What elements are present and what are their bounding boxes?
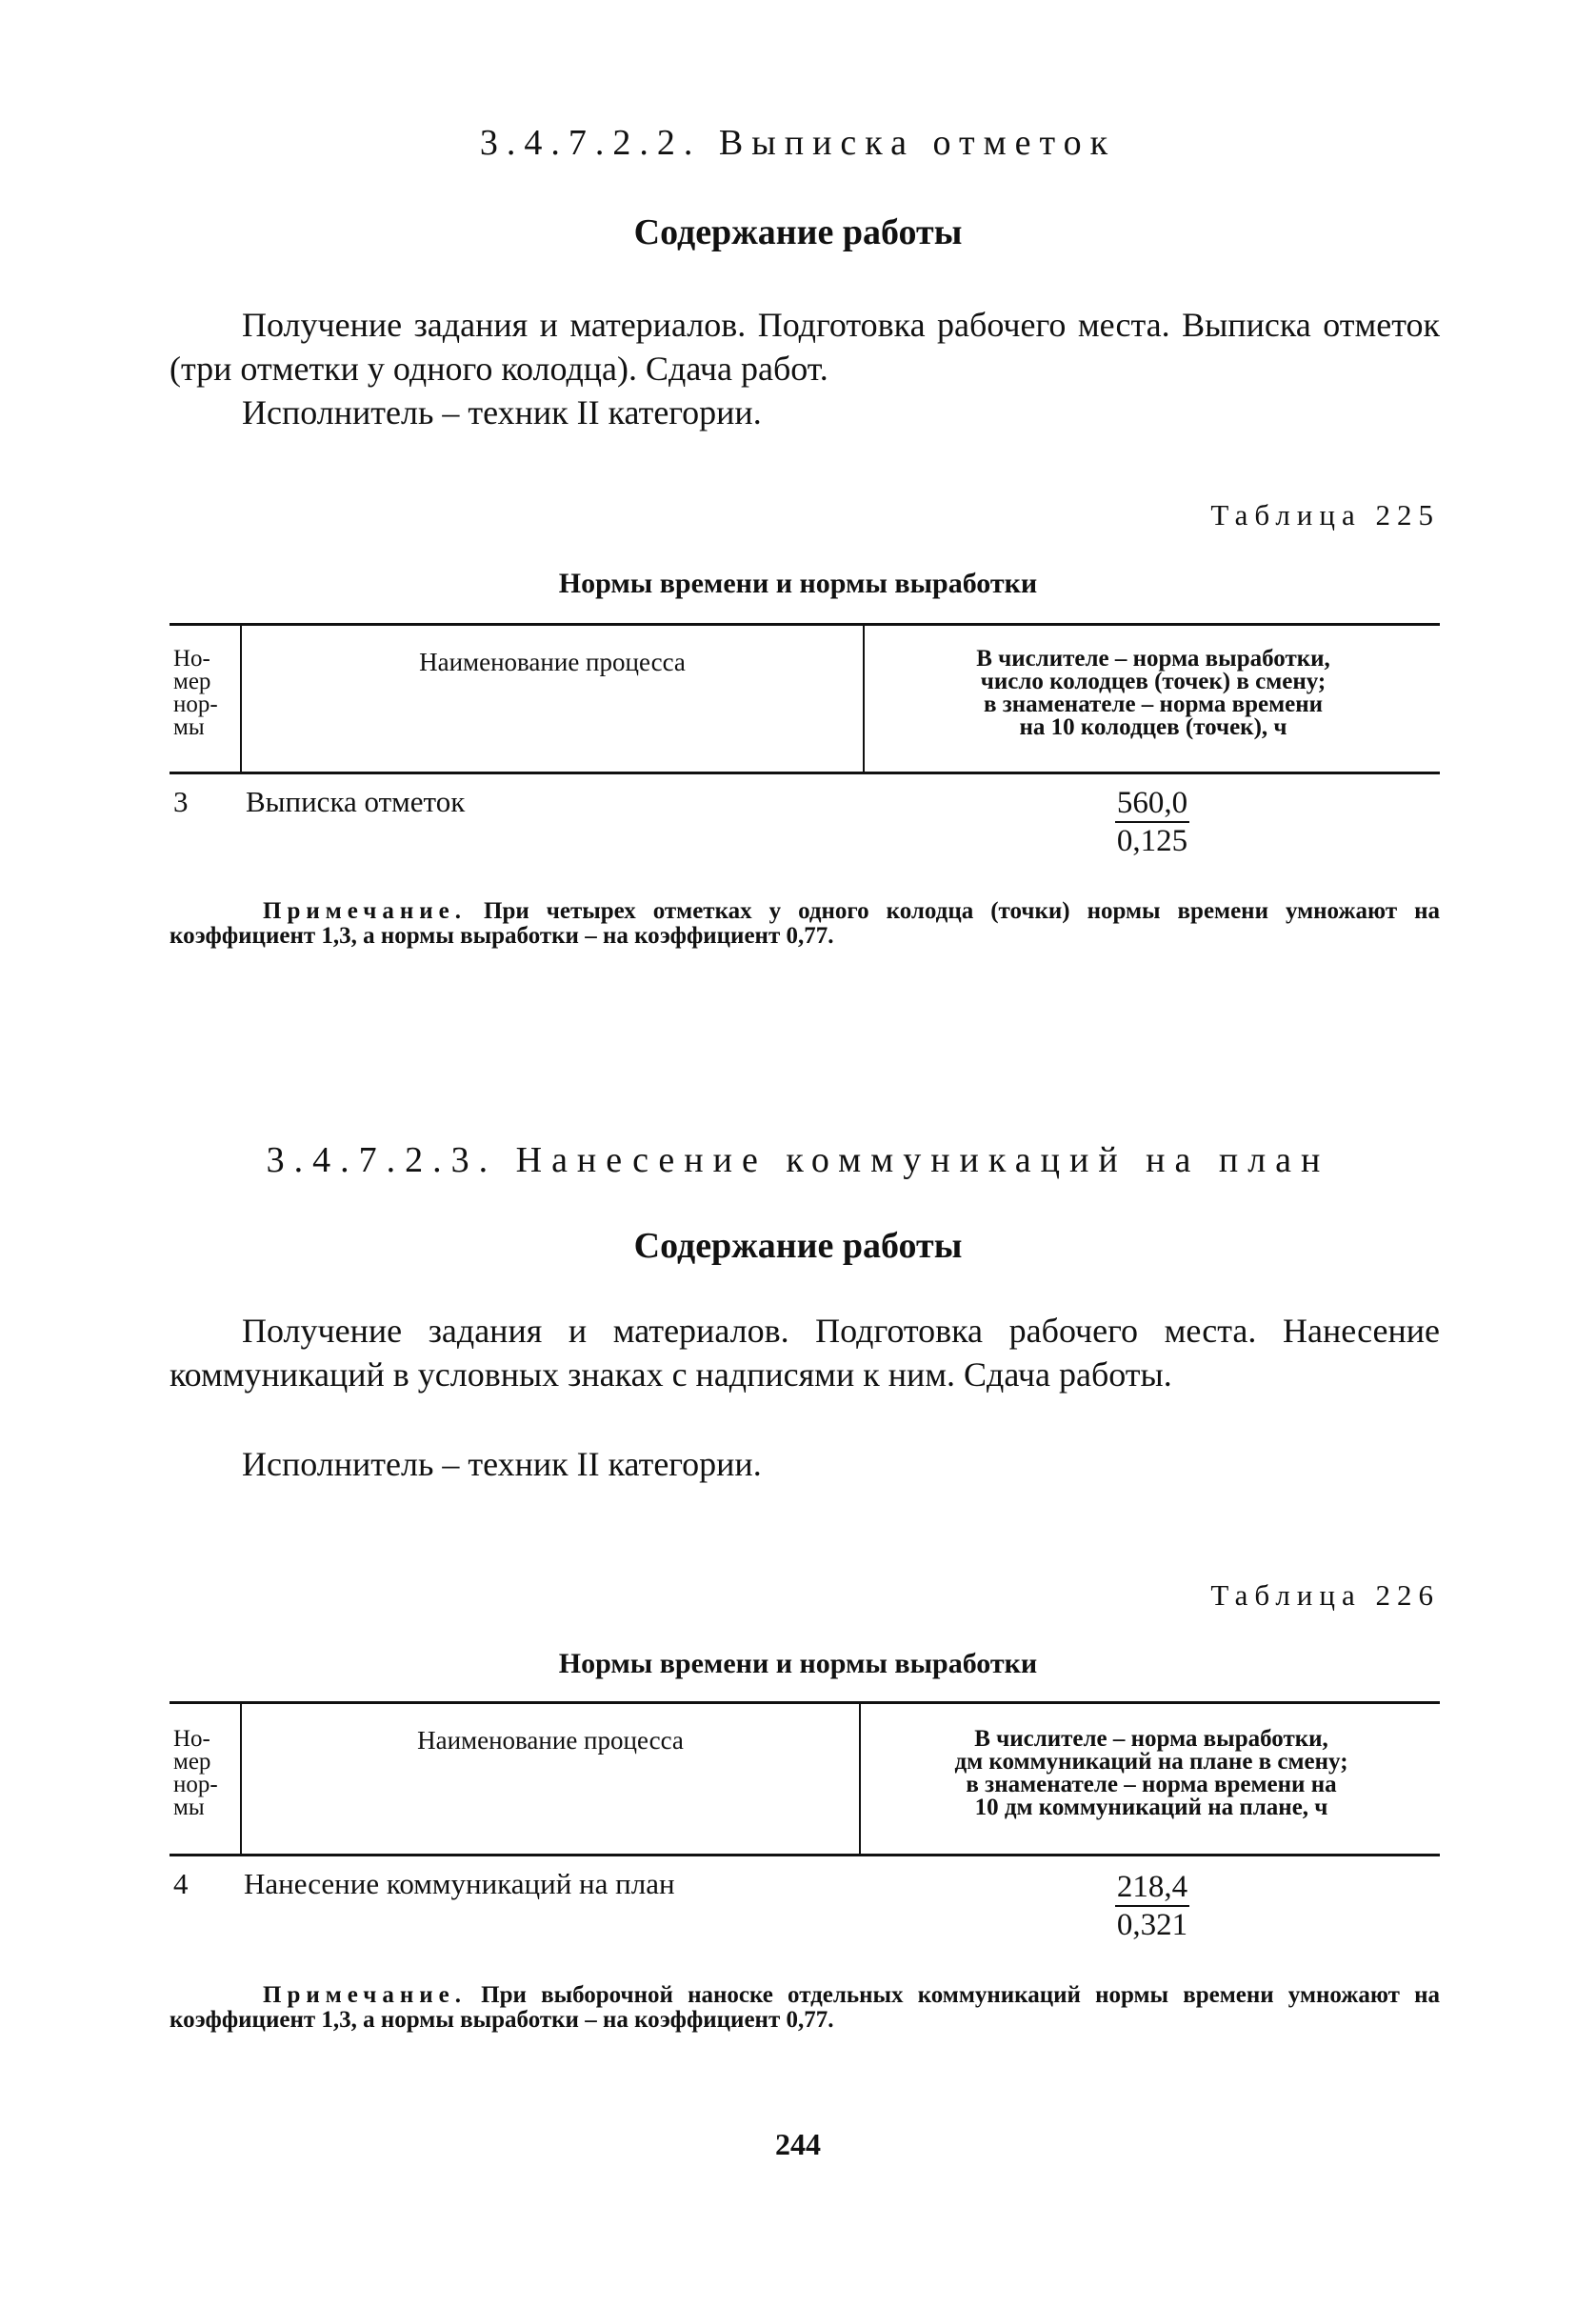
header-line: мы	[173, 1795, 205, 1820]
header-norm-col	[867, 648, 1440, 739]
section-title-1: 3.4.7.2.2. Выписка отметок	[479, 123, 1117, 163]
note-text: При выборочной наноске отдельных коммуникаций нормы времени умножают на коэффициент 1,3, а нормы выработки – на коэффициент 0,77.	[170, 1982, 1441, 2033]
header-line: нор-	[173, 1772, 218, 1797]
note-label: Примечание.	[263, 1982, 468, 2008]
column-divider	[859, 1703, 861, 1854]
header-line: мер	[173, 669, 211, 694]
table-note-225	[170, 899, 1440, 949]
page-number: 244	[775, 2127, 821, 2161]
fraction-denominator: 0,125	[1116, 824, 1188, 858]
row-norm-fraction	[1028, 785, 1276, 859]
header-line: 10 дм коммуникаций на плане, ч	[974, 1795, 1328, 1820]
table-note-226	[170, 1983, 1440, 2033]
work-content-paragraph-2	[170, 1309, 1440, 1396]
column-divider	[863, 625, 865, 772]
work-content-paragraph-1	[170, 303, 1440, 391]
table-label-225: Таблица 225	[1210, 498, 1440, 532]
note-label: Примечание.	[263, 898, 468, 924]
fraction-denominator: 0,321	[1116, 1908, 1188, 1942]
header-line: дм коммуникаций на плане в смену;	[954, 1749, 1348, 1775]
header-line: Но-	[173, 1726, 210, 1752]
header-line: число колодцев (точек) в смену;	[980, 669, 1327, 694]
header-line: на 10 колодцев (точек), ч	[1019, 714, 1287, 740]
row-number: 4	[173, 1867, 189, 1900]
header-line: В числителе – норма выработки,	[976, 646, 1330, 672]
header-line: мы	[173, 714, 205, 740]
header-line: в знаменателе – норма времени на	[966, 1772, 1337, 1797]
table-caption-225: Нормы времени и нормы выработки	[558, 568, 1038, 599]
header-line: в знаменателе – норма времени	[983, 692, 1324, 717]
header-process-name: Наименование процесса	[417, 1726, 684, 1755]
header-line: нор-	[173, 692, 218, 717]
note-text: При четырех отметках у одного колодца (точки) нормы времени умножают на коэффициент 1,3, а нормы выработки – на коэффициент 0,77.	[170, 898, 1441, 949]
paragraph-text-2: Получение задания и материалов. Подготовка рабочего места. Нанесение коммуникаций в условных знаках с надписями к ним. Сдача работы.	[170, 1312, 1440, 1394]
header-line: Но-	[173, 646, 210, 672]
fraction-numerator: 560,0	[1115, 785, 1189, 823]
table-label-226: Таблица 226	[1210, 1578, 1440, 1612]
table-header-rule	[170, 1854, 1440, 1856]
header-norm-col	[863, 1728, 1440, 1819]
table-header-rule	[170, 772, 1440, 774]
row-process-name: Выписка отметок	[246, 785, 466, 818]
paragraph-text-1: Получение задания и материалов. Подготовка рабочего места. Выписка отметок (три отметки у одного колодца). Сдача работ.	[170, 306, 1440, 388]
executor-line-2: Исполнитель – техник II категории.	[242, 1445, 762, 1483]
row-process-name: Нанесение коммуникаций на план	[244, 1867, 675, 1900]
header-process-name: Наименование процесса	[419, 648, 686, 676]
section-title-2: 3.4.7.2.3. Нанесение коммуникаций на план	[266, 1140, 1330, 1180]
column-divider	[240, 625, 242, 772]
table-caption-226: Нормы времени и нормы выработки	[558, 1648, 1038, 1679]
table-top-rule	[170, 623, 1440, 626]
fraction-numerator: 218,4	[1115, 1869, 1189, 1907]
header-line: мер	[173, 1749, 211, 1775]
work-content-heading-2: Содержание работы	[633, 1226, 963, 1266]
header-number-col	[173, 648, 240, 739]
column-divider	[240, 1703, 242, 1854]
table-top-rule	[170, 1701, 1440, 1704]
header-line: В числителе – норма выработки,	[974, 1726, 1328, 1752]
header-number-col	[173, 1728, 240, 1819]
row-norm-fraction	[1028, 1869, 1276, 1943]
executor-line-1: Исполнитель – техник II категории.	[242, 393, 762, 431]
work-content-heading-1: Содержание работы	[633, 212, 963, 252]
row-number: 3	[173, 785, 189, 818]
